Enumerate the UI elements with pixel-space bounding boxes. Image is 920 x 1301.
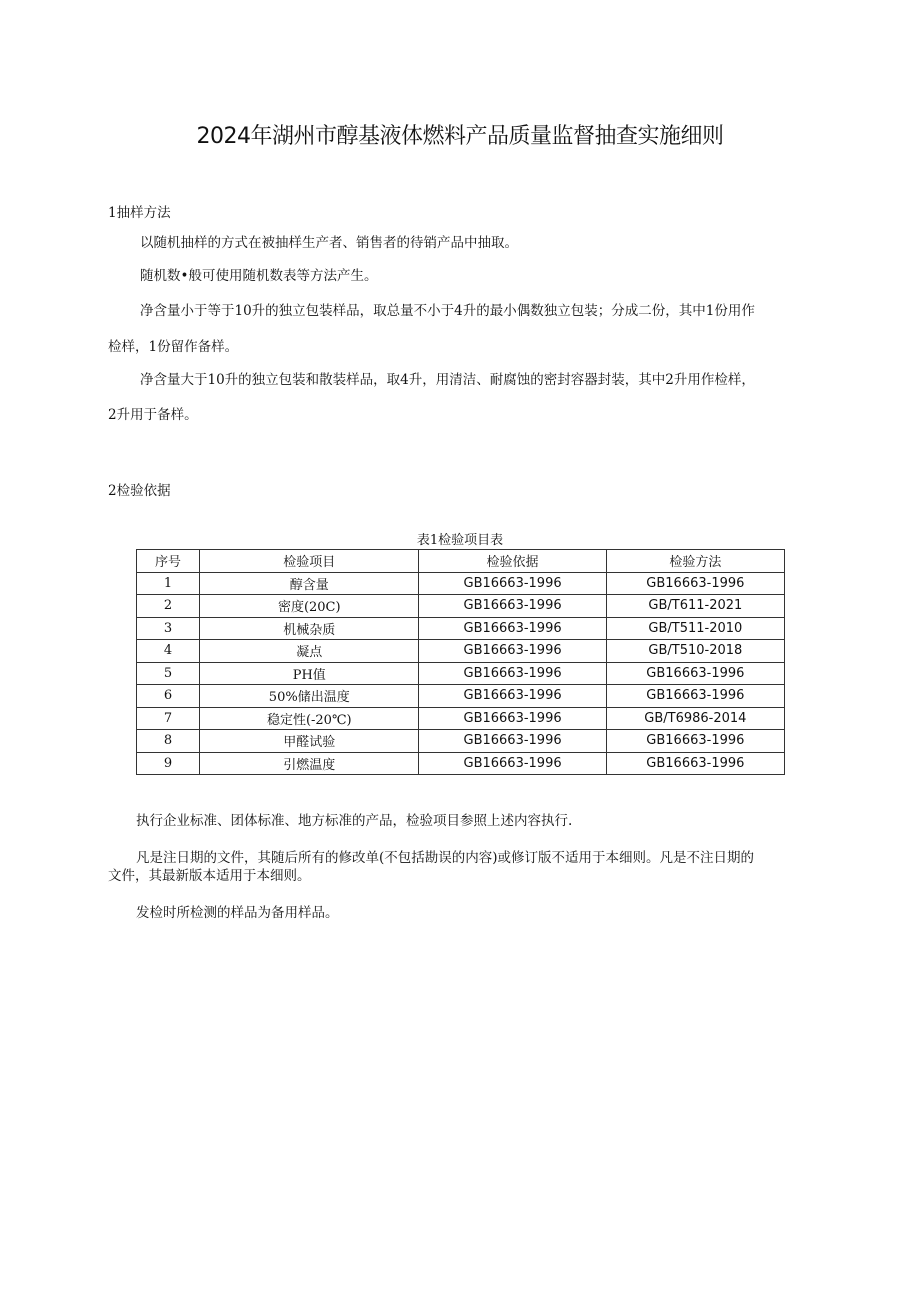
table-row [137, 752, 785, 775]
paragraph: 文件，其最新版本适用于本细则。 [108, 868, 311, 884]
cell-basis: GB16663-1996 [419, 572, 606, 595]
table-caption: 表1检验项目表 [416, 533, 504, 548]
cell-seq: 2 [137, 595, 200, 618]
cell-item: 引燃温度 [200, 752, 419, 775]
cell-seq: 6 [137, 685, 200, 708]
table-row [137, 617, 785, 640]
table-row [137, 662, 785, 685]
cell-item: 密度(20C) [200, 595, 419, 618]
cell-item: 凝点 [200, 640, 419, 663]
cell-seq: 9 [137, 752, 200, 775]
cell-basis: GB16663-1996 [419, 617, 606, 640]
table-row [137, 572, 785, 595]
header-seq: 序号 [137, 550, 200, 573]
cell-item: 稳定性(-20℃) [200, 707, 419, 730]
cell-method: GB/T6986-2014 [606, 707, 784, 730]
header-method: 检验方法 [606, 550, 784, 573]
paragraph: 净含量小于等于10升的独立包装样品，取总量不小于4升的最小偶数独立包装；分成二份，其中1份用作 [140, 303, 755, 319]
table-row [137, 640, 785, 663]
table-row [137, 595, 785, 618]
cell-basis: GB16663-1996 [419, 640, 606, 663]
section-heading-basis: 2检验依据 [108, 483, 171, 499]
paragraph: 随机数•般可使用随机数表等方法产生。 [140, 268, 378, 284]
cell-seq: 7 [137, 707, 200, 730]
cell-method: GB/T510-2018 [606, 640, 784, 663]
paragraph: 执行企业标准、团体标准、地方标准的产品，检验项目参照上述内容执行. [136, 813, 573, 829]
paragraph: 净含量大于10升的独立包装和散装样品，取4升，用清洁、耐腐蚀的密封容器封装，其中2升用作检样， [140, 372, 755, 388]
paragraph: 发检时所检测的样品为备用样品。 [136, 905, 339, 921]
paragraph: 凡是注日期的文件，其随后所有的修改单(不包括勘误的内容)或修订版不适用于本细则。凡是不注日期的 [136, 850, 755, 866]
cell-item: 机械杂质 [200, 617, 419, 640]
cell-basis: GB16663-1996 [419, 707, 606, 730]
inspection-items-table [136, 549, 785, 775]
paragraph: 2升用于备样。 [108, 407, 198, 423]
cell-method: GB16663-1996 [606, 685, 784, 708]
section-heading-sampling: 1抽样方法 [108, 205, 171, 221]
cell-seq: 4 [137, 640, 200, 663]
cell-basis: GB16663-1996 [419, 685, 606, 708]
cell-basis: GB16663-1996 [419, 662, 606, 685]
cell-method: GB16663-1996 [606, 662, 784, 685]
paragraph: 检样，1份留作备样。 [108, 339, 239, 355]
cell-item: 50%储出温度 [200, 685, 419, 708]
header-basis: 检验依据 [419, 550, 606, 573]
cell-item: 甲醛试验 [200, 730, 419, 753]
cell-method: GB/T511-2010 [606, 617, 784, 640]
cell-method: GB16663-1996 [606, 730, 784, 753]
cell-item: PH值 [200, 662, 419, 685]
cell-seq: 3 [137, 617, 200, 640]
paragraph: 以随机抽样的方式在被抽样生产者、销售者的待销产品中抽取。 [140, 235, 518, 251]
document-title: 2024年湖州市醇基液体燃料产品质量监督抽查实施细则 [196, 124, 724, 149]
cell-method: GB/T611-2021 [606, 595, 784, 618]
table-row [137, 730, 785, 753]
cell-seq: 8 [137, 730, 200, 753]
header-item: 检验项目 [200, 550, 419, 573]
cell-item: 醇含量 [200, 572, 419, 595]
cell-basis: GB16663-1996 [419, 595, 606, 618]
cell-basis: GB16663-1996 [419, 752, 606, 775]
table-row [137, 685, 785, 708]
cell-method: GB16663-1996 [606, 572, 784, 595]
cell-seq: 5 [137, 662, 200, 685]
table-header-row [137, 550, 785, 573]
table-row [137, 707, 785, 730]
cell-seq: 1 [137, 572, 200, 595]
cell-basis: GB16663-1996 [419, 730, 606, 753]
cell-method: GB16663-1996 [606, 752, 784, 775]
